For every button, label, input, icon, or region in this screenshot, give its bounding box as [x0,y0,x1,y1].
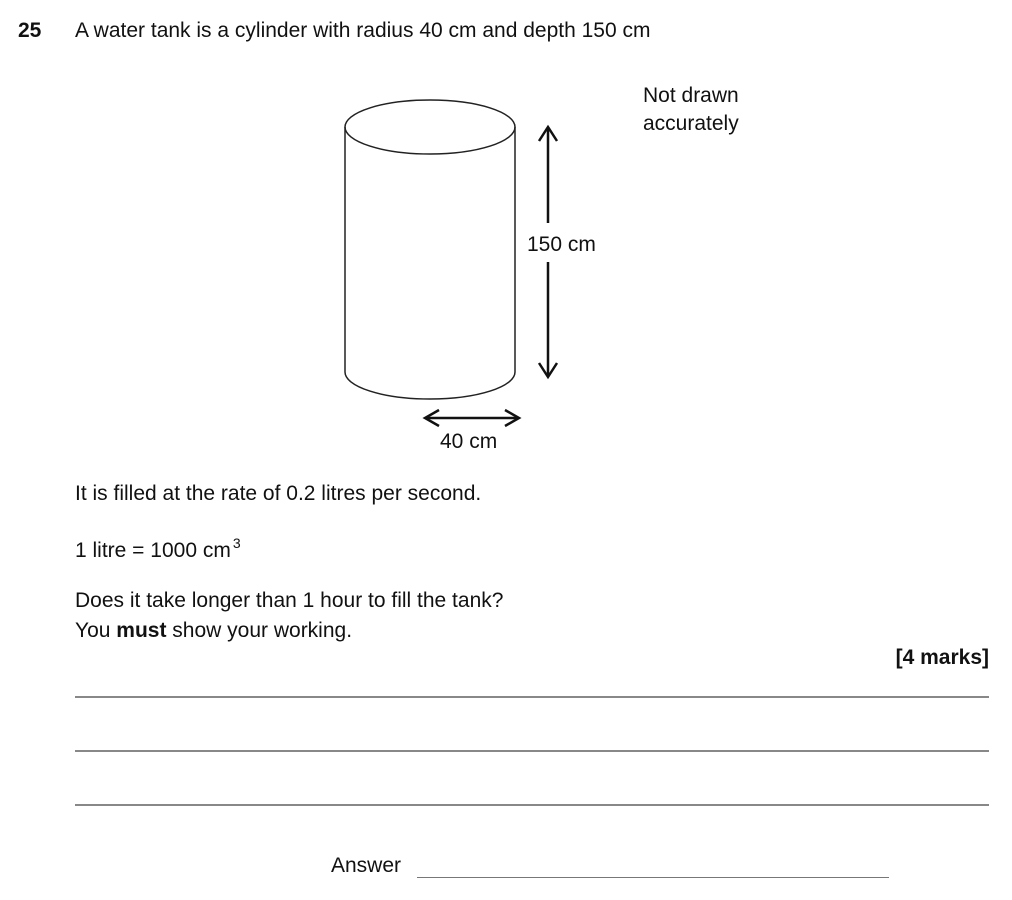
prompt-pre: You [75,619,117,642]
marks-label: [4 marks] [895,646,989,669]
question-number: 25 [18,19,42,42]
note-line-1: Not drawn [643,84,739,107]
not-drawn-accurately-note [643,82,739,138]
radius-label: 40 cm [440,430,498,453]
note-line-2: accurately [643,112,739,135]
working-line-3[interactable] [75,804,989,806]
prompt-post: show your working. [166,619,353,642]
height-label: 150 cm [527,233,596,256]
cylinder-top-ellipse [345,100,515,154]
prompt-line-1: Does it take longer than 1 hour to fill the tank? [75,589,504,612]
conversion-exponent: 3 [232,535,241,551]
conversion-text [75,535,241,563]
prompt-emphasis: must [116,619,167,642]
fill-rate-text: It is filled at the rate of 0.2 litres per second. [75,482,482,505]
question-text: A water tank is a cylinder with radius 40 cm and depth 150 cm [75,19,651,42]
prompt-line-2 [75,619,352,643]
answer-label: Answer [331,854,402,877]
working-line-1[interactable] [75,696,989,698]
conversion-base: 1 litre = 1000 cm [75,539,231,562]
working-line-2[interactable] [75,750,989,752]
answer-field[interactable] [417,877,889,878]
radius-arrow [425,410,519,426]
